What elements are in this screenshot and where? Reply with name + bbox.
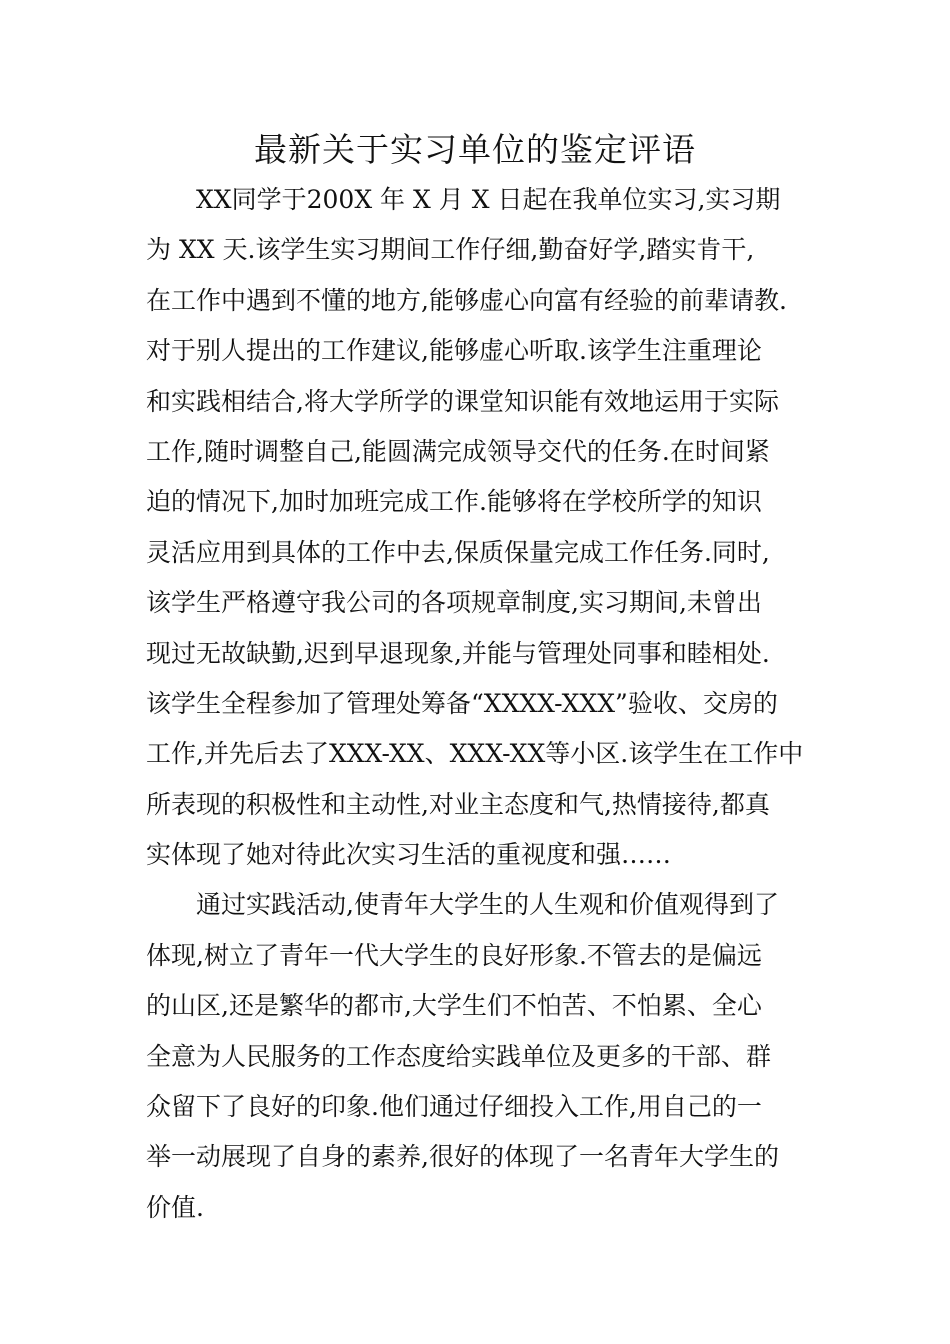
text-line: 在工作中遇到不懂的地方,能够虚心向富有经验的前辈请教. <box>146 285 787 315</box>
text-line: 对于别人提出的工作建议,能够虚心听取.该学生注重理论 <box>146 336 762 366</box>
text-line: 迫的情况下,加时加班完成工作.能够将在学校所学的知识 <box>146 487 762 517</box>
text-line: 举一动展现了自身的素养,很好的体现了一名青年大学生的 <box>146 1142 779 1172</box>
text-line: 体现,树立了青年一代大学生的良好形象.不管去的是偏远 <box>146 940 762 970</box>
text-line: 实体现了她对待此次实习生活的重视度和强…… <box>146 840 672 870</box>
text-line: 的山区,还是繁华的都市,大学生们不怕苦、不怕累、全心 <box>146 991 762 1021</box>
text-line: 和实践相结合,将大学所学的课堂知识能有效地运用于实际 <box>146 386 779 416</box>
text-line: 价值. <box>146 1192 204 1222</box>
document-body <box>146 175 818 1233</box>
text-line: 全意为人民服务的工作态度给实践单位及更多的干部、群 <box>146 1041 772 1071</box>
text-line: 现过无故缺勤,迟到早退现象,并能与管理处同事和睦相处. <box>146 638 770 668</box>
text-line: 灵活应用到具体的工作中去,保质保量完成工作任务.同时, <box>146 537 770 567</box>
text-line: 工作,随时调整自己,能圆满完成领导交代的任务.在时间紧 <box>146 436 770 466</box>
text-line: 为 XX 天.该学生实习期间工作仔细,勤奋好学,踏实肯干, <box>146 235 755 265</box>
text-line: 工作,并先后去了XXX-XX、XXX-XX等小区.该学生在工作中 <box>146 739 804 769</box>
text-line: 通过实践活动,使青年大学生的人生观和价值观得到了 <box>196 890 779 920</box>
text-line: 该学生全程参加了管理处筹备“XXXX-XXX”验收、交房的 <box>146 688 778 718</box>
text-line: 该学生严格遵守我公司的各项规章制度,实习期间,未曾出 <box>146 588 762 618</box>
text-line: XX同学于200X 年 X 月 X 日起在我单位实习,实习期 <box>196 185 781 214</box>
paragraph-1 <box>146 175 818 880</box>
document-title: 最新关于实习单位的鉴定评语 <box>254 130 696 169</box>
text-line: 众留下了良好的印象.他们通过仔细投入工作,用自己的一 <box>146 1092 762 1122</box>
paragraph-2 <box>146 880 818 1233</box>
text-line: 所表现的积极性和主动性,对业主态度和气,热情接待,都真 <box>146 789 770 819</box>
